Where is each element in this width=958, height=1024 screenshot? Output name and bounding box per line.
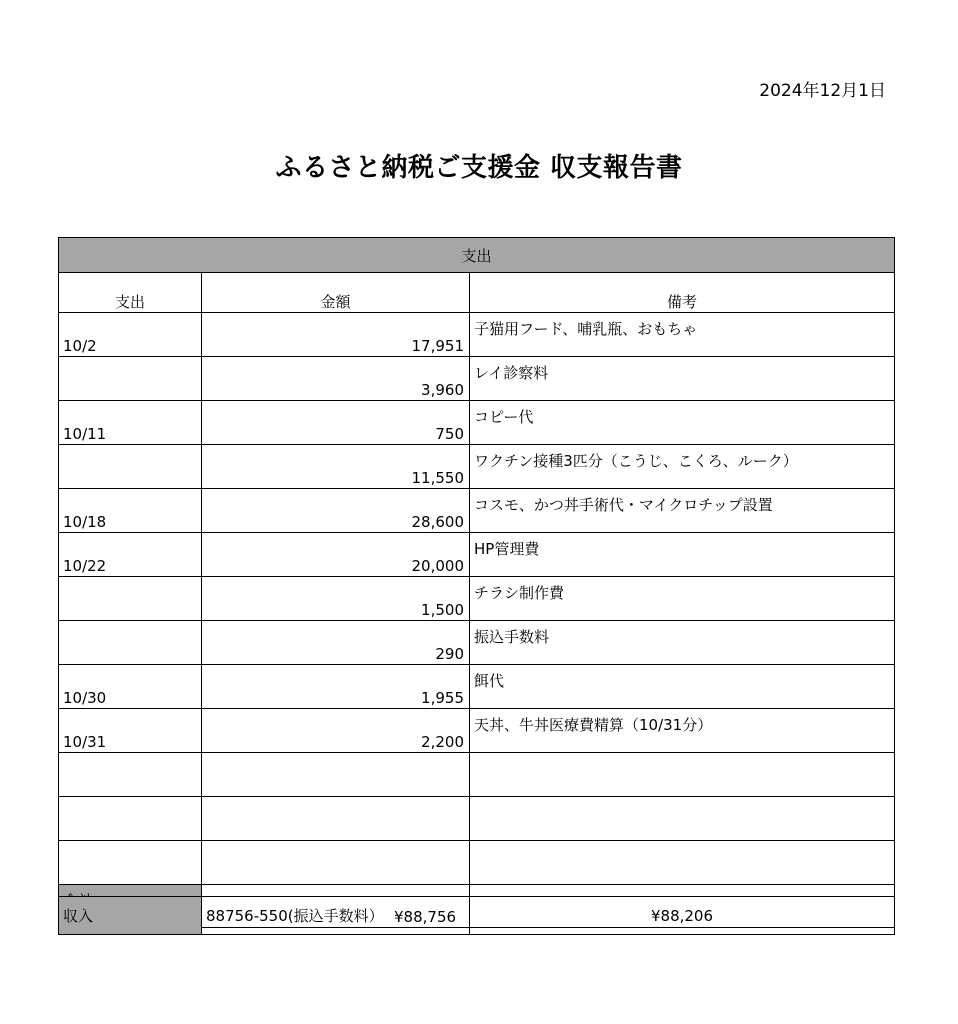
table-row [59, 841, 895, 885]
row-date [59, 357, 202, 401]
row-date: 10/2 [59, 313, 202, 357]
table-row [59, 489, 895, 533]
row-amount: 1,500 [202, 577, 470, 621]
row-date: 10/31 [59, 709, 202, 753]
row-note: コピー代 [470, 401, 895, 445]
column-header-note: 備考 [470, 273, 895, 313]
table-row [59, 797, 895, 841]
row-note [470, 753, 895, 797]
column-header-date: 支出 [59, 273, 202, 313]
row-amount: 750 [202, 401, 470, 445]
row-date [59, 577, 202, 621]
row-amount [202, 753, 470, 797]
row-amount [202, 841, 470, 885]
row-amount: 28,600 [202, 489, 470, 533]
expense-section-title: 支出 [59, 238, 895, 273]
report-title: ふるさと納税ご支援金 収支報告書 [275, 153, 683, 183]
row-note: チラシ制作費 [470, 577, 895, 621]
row-note: ワクチン接種3匹分（こうじ、こくろ、ルーク） [470, 445, 895, 489]
income-amount: ¥88,206 [470, 897, 895, 935]
income-label: 収入 [59, 897, 202, 935]
table-row [59, 577, 895, 621]
table-row [59, 709, 895, 753]
row-note: 子猫用フード、哺乳瓶、おもちゃ [470, 313, 895, 357]
row-amount: 17,951 [202, 313, 470, 357]
row-amount: 290 [202, 621, 470, 665]
income-row [59, 897, 895, 935]
table-row [59, 357, 895, 401]
expense-table [58, 237, 895, 928]
table-row [59, 665, 895, 709]
report-date: 2024年12月1日 [759, 81, 886, 101]
row-date [59, 621, 202, 665]
table-row [59, 533, 895, 577]
row-date: 10/11 [59, 401, 202, 445]
table-row [59, 445, 895, 489]
table-row [59, 313, 895, 357]
row-amount: 1,955 [202, 665, 470, 709]
income-calculation: 88756-550(振込手数料） [202, 897, 470, 935]
column-header-row [59, 273, 895, 313]
expense-section-header [59, 238, 895, 273]
total-amount: ¥88,756 [202, 885, 470, 928]
row-date: 10/22 [59, 533, 202, 577]
row-note: 餌代 [470, 665, 895, 709]
row-note [470, 841, 895, 885]
column-header-amount: 金額 [202, 273, 470, 313]
row-amount: 2,200 [202, 709, 470, 753]
income-table [58, 896, 895, 935]
row-amount: 11,550 [202, 445, 470, 489]
row-date [59, 445, 202, 489]
row-date: 10/18 [59, 489, 202, 533]
row-date: 10/30 [59, 665, 202, 709]
row-note [470, 797, 895, 841]
row-amount: 20,000 [202, 533, 470, 577]
row-amount: 3,960 [202, 357, 470, 401]
table-row [59, 753, 895, 797]
row-note: 振込手数料 [470, 621, 895, 665]
table-row [59, 401, 895, 445]
row-note: 天丼、牛丼医療費精算（10/31分） [470, 709, 895, 753]
row-date [59, 753, 202, 797]
row-note: HP管理費 [470, 533, 895, 577]
row-note: コスモ、かつ丼手術代・マイクロチップ設置 [470, 489, 895, 533]
row-date [59, 797, 202, 841]
table-row [59, 621, 895, 665]
row-note: レイ診察料 [470, 357, 895, 401]
row-amount [202, 797, 470, 841]
row-date [59, 841, 202, 885]
